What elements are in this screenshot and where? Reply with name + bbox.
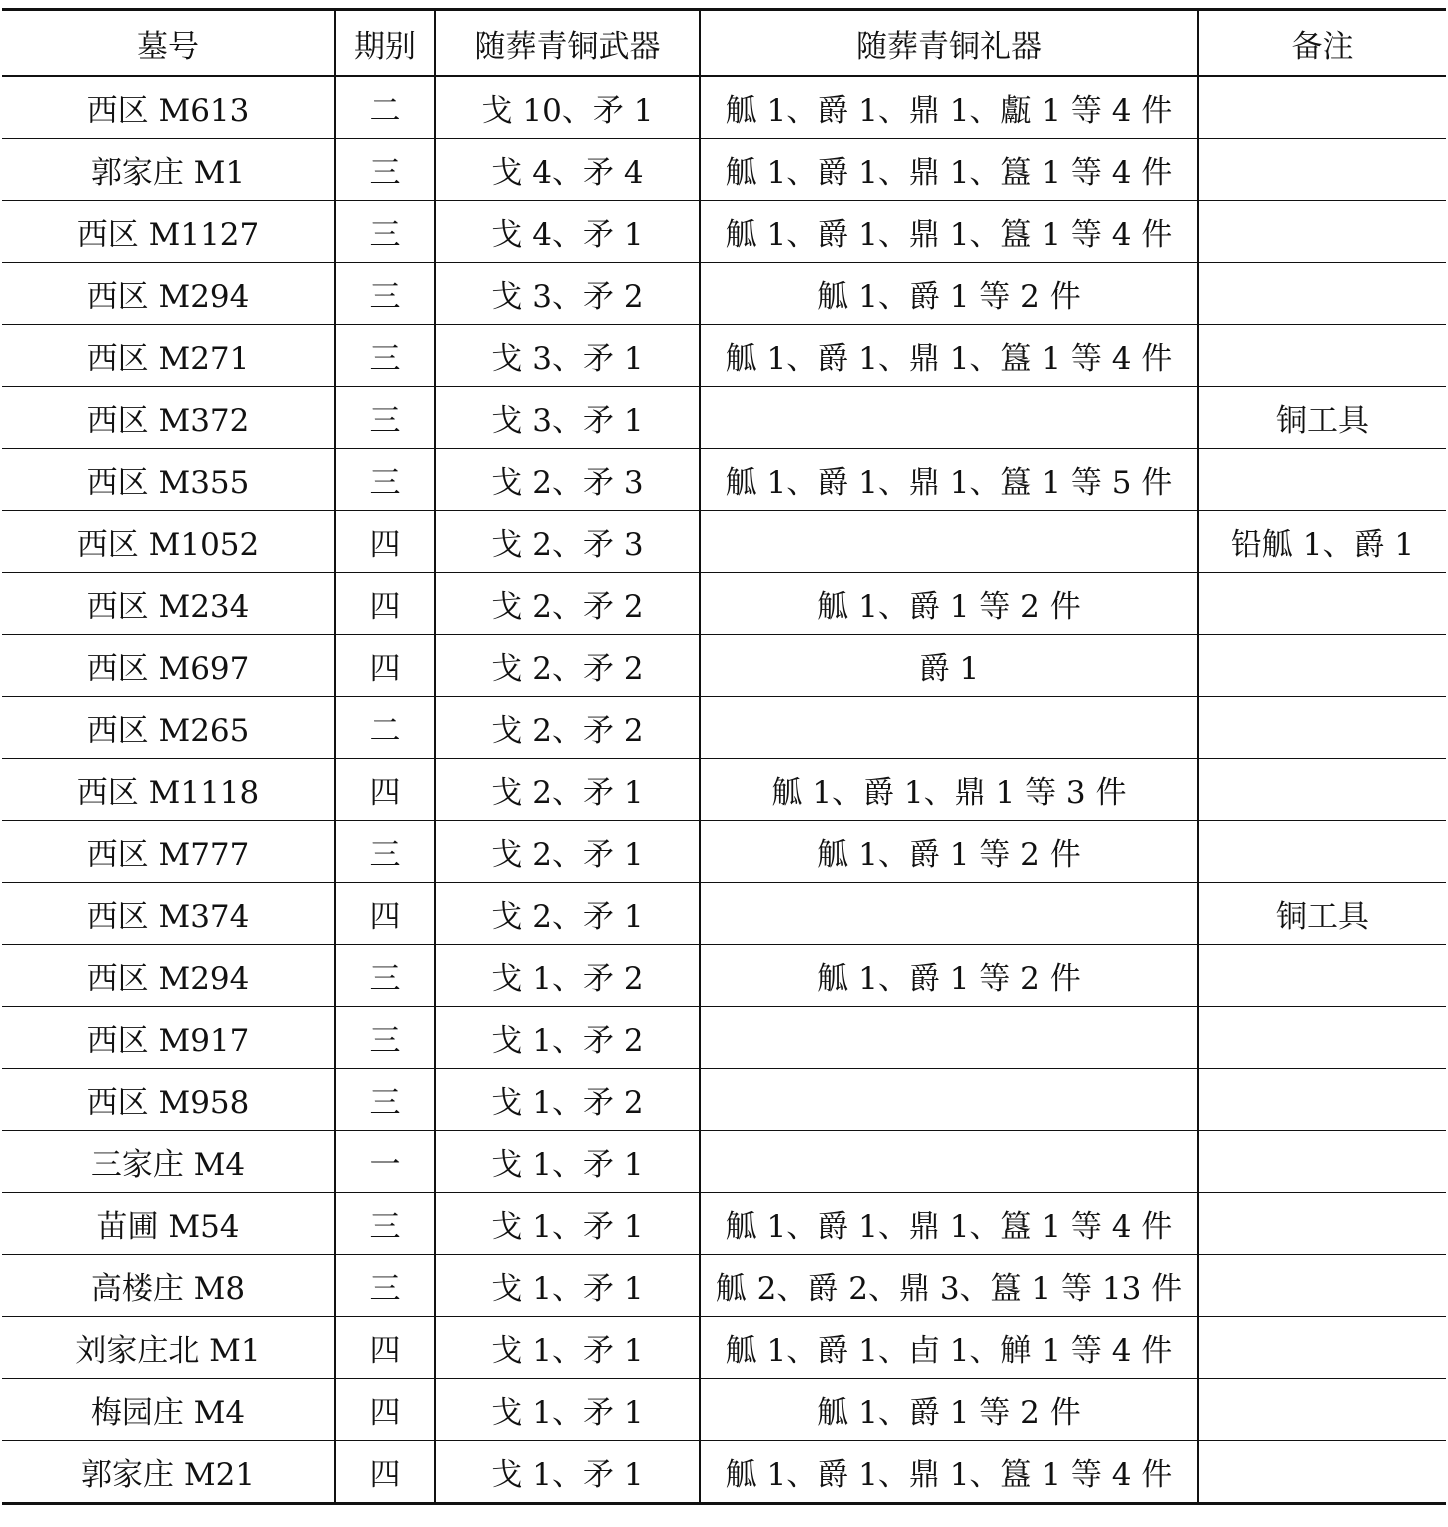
bronze-ritual-vessels-cell: 觚 1、爵 1、鼎 1 等 3 件 bbox=[700, 759, 1198, 821]
remarks-cell bbox=[1198, 1193, 1446, 1255]
table-row bbox=[2, 263, 1446, 325]
period-cell: 一 bbox=[335, 1131, 435, 1193]
period-cell: 三 bbox=[335, 263, 435, 325]
table-row bbox=[2, 1255, 1446, 1317]
tomb-number-cell: 西区 M234 bbox=[2, 573, 335, 635]
tomb-number-cell: 西区 M372 bbox=[2, 387, 335, 449]
bronze-weapons-cell: 戈 3、矛 2 bbox=[435, 263, 700, 325]
period-cell: 四 bbox=[335, 883, 435, 945]
remarks-cell: 铜工具 bbox=[1198, 883, 1446, 945]
bronze-ritual-vessels-cell bbox=[700, 1007, 1198, 1069]
period-cell: 三 bbox=[335, 821, 435, 883]
bronze-weapons-cell: 戈 1、矛 2 bbox=[435, 945, 700, 1007]
period-cell: 二 bbox=[335, 76, 435, 139]
bronze-ritual-vessels-cell: 觚 1、爵 1 等 2 件 bbox=[700, 573, 1198, 635]
period-cell: 四 bbox=[335, 573, 435, 635]
table-row bbox=[2, 573, 1446, 635]
table-row bbox=[2, 1069, 1446, 1131]
remarks-cell bbox=[1198, 139, 1446, 201]
bronze-ritual-vessels-cell bbox=[700, 1131, 1198, 1193]
tomb-number-cell: 西区 M1127 bbox=[2, 201, 335, 263]
header-bronze-weapons: 随葬青铜武器 bbox=[435, 10, 700, 77]
tomb-number-cell: 三家庄 M4 bbox=[2, 1131, 335, 1193]
remarks-cell bbox=[1198, 449, 1446, 511]
bronze-ritual-vessels-cell: 觚 1、爵 1、鼎 1、簋 1 等 4 件 bbox=[700, 1441, 1198, 1504]
table-row bbox=[2, 759, 1446, 821]
bronze-ritual-vessels-cell bbox=[700, 1069, 1198, 1131]
tomb-number-cell: 西区 M294 bbox=[2, 945, 335, 1007]
bronze-weapons-cell: 戈 3、矛 1 bbox=[435, 325, 700, 387]
bronze-ritual-vessels-cell: 觚 1、爵 1、卣 1、觯 1 等 4 件 bbox=[700, 1317, 1198, 1379]
tomb-number-cell: 西区 M697 bbox=[2, 635, 335, 697]
period-cell: 四 bbox=[335, 635, 435, 697]
bronze-ritual-vessels-cell: 觚 1、爵 1、鼎 1、簋 1 等 4 件 bbox=[700, 325, 1198, 387]
remarks-cell bbox=[1198, 1131, 1446, 1193]
header-row bbox=[2, 10, 1446, 77]
tomb-number-cell: 西区 M374 bbox=[2, 883, 335, 945]
period-cell: 二 bbox=[335, 697, 435, 759]
period-cell: 三 bbox=[335, 1255, 435, 1317]
bronze-weapons-cell: 戈 1、矛 1 bbox=[435, 1317, 700, 1379]
remarks-cell bbox=[1198, 1379, 1446, 1441]
header-tomb-number: 墓号 bbox=[2, 10, 335, 77]
remarks-cell bbox=[1198, 697, 1446, 759]
header-period: 期别 bbox=[335, 10, 435, 77]
tomb-number-cell: 西区 M355 bbox=[2, 449, 335, 511]
bronze-ritual-vessels-cell: 觚 1、爵 1 等 2 件 bbox=[700, 945, 1198, 1007]
bronze-weapons-cell: 戈 2、矛 1 bbox=[435, 759, 700, 821]
tomb-number-cell: 西区 M958 bbox=[2, 1069, 335, 1131]
header-remarks: 备注 bbox=[1198, 10, 1446, 77]
bronze-weapons-cell: 戈 2、矛 3 bbox=[435, 511, 700, 573]
remarks-cell bbox=[1198, 76, 1446, 139]
bronze-ritual-vessels-cell bbox=[700, 883, 1198, 945]
bronze-weapons-cell: 戈 2、矛 3 bbox=[435, 449, 700, 511]
remarks-cell bbox=[1198, 1441, 1446, 1504]
bronze-ritual-vessels-cell bbox=[700, 697, 1198, 759]
tomb-number-cell: 西区 M777 bbox=[2, 821, 335, 883]
remarks-cell bbox=[1198, 573, 1446, 635]
header-bronze-ritual-vessels: 随葬青铜礼器 bbox=[700, 10, 1198, 77]
bronze-weapons-cell: 戈 1、矛 1 bbox=[435, 1379, 700, 1441]
period-cell: 三 bbox=[335, 325, 435, 387]
bronze-ritual-vessels-cell: 觚 1、爵 1 等 2 件 bbox=[700, 263, 1198, 325]
bronze-weapons-cell: 戈 1、矛 1 bbox=[435, 1193, 700, 1255]
period-cell: 四 bbox=[335, 759, 435, 821]
table-row bbox=[2, 139, 1446, 201]
bronze-weapons-cell: 戈 1、矛 1 bbox=[435, 1441, 700, 1504]
remarks-cell bbox=[1198, 759, 1446, 821]
remarks-cell: 铜工具 bbox=[1198, 387, 1446, 449]
bronze-ritual-vessels-cell: 觚 1、爵 1、鼎 1、簋 1 等 4 件 bbox=[700, 201, 1198, 263]
tomb-number-cell: 西区 M271 bbox=[2, 325, 335, 387]
table-row bbox=[2, 945, 1446, 1007]
tomb-number-cell: 西区 M294 bbox=[2, 263, 335, 325]
bronze-weapons-cell: 戈 2、矛 2 bbox=[435, 697, 700, 759]
period-cell: 四 bbox=[335, 511, 435, 573]
bronze-ritual-vessels-cell: 觚 1、爵 1、鼎 1、甗 1 等 4 件 bbox=[700, 76, 1198, 139]
bronze-weapons-cell: 戈 4、矛 1 bbox=[435, 201, 700, 263]
bronze-weapons-cell: 戈 1、矛 1 bbox=[435, 1131, 700, 1193]
bronze-weapons-cell: 戈 1、矛 2 bbox=[435, 1007, 700, 1069]
period-cell: 三 bbox=[335, 387, 435, 449]
table-row bbox=[2, 1193, 1446, 1255]
tomb-number-cell: 西区 M613 bbox=[2, 76, 335, 139]
table-row bbox=[2, 201, 1446, 263]
table-row bbox=[2, 883, 1446, 945]
remarks-cell bbox=[1198, 821, 1446, 883]
table-row bbox=[2, 511, 1446, 573]
tomb-number-cell: 西区 M917 bbox=[2, 1007, 335, 1069]
tomb-number-cell: 西区 M1118 bbox=[2, 759, 335, 821]
table-row bbox=[2, 1379, 1446, 1441]
tomb-number-cell: 西区 M1052 bbox=[2, 511, 335, 573]
period-cell: 三 bbox=[335, 1007, 435, 1069]
period-cell: 三 bbox=[335, 201, 435, 263]
tomb-bronze-table bbox=[2, 8, 1446, 1505]
bronze-ritual-vessels-cell bbox=[700, 511, 1198, 573]
table-row bbox=[2, 76, 1446, 139]
tomb-number-cell: 高楼庄 M8 bbox=[2, 1255, 335, 1317]
remarks-cell bbox=[1198, 263, 1446, 325]
bronze-ritual-vessels-cell: 觚 2、爵 2、鼎 3、簋 1 等 13 件 bbox=[700, 1255, 1198, 1317]
remarks-cell bbox=[1198, 1007, 1446, 1069]
table-row bbox=[2, 1131, 1446, 1193]
period-cell: 三 bbox=[335, 1069, 435, 1131]
table-row bbox=[2, 1007, 1446, 1069]
table-row bbox=[2, 449, 1446, 511]
remarks-cell bbox=[1198, 325, 1446, 387]
remarks-cell bbox=[1198, 635, 1446, 697]
period-cell: 四 bbox=[335, 1379, 435, 1441]
bronze-weapons-cell: 戈 10、矛 1 bbox=[435, 76, 700, 139]
remarks-cell bbox=[1198, 201, 1446, 263]
table-row bbox=[2, 1317, 1446, 1379]
period-cell: 三 bbox=[335, 139, 435, 201]
table-body bbox=[2, 76, 1446, 1504]
bronze-ritual-vessels-cell: 觚 1、爵 1、鼎 1、簋 1 等 4 件 bbox=[700, 139, 1198, 201]
table-row bbox=[2, 635, 1446, 697]
bronze-ritual-vessels-cell: 觚 1、爵 1、鼎 1、簋 1 等 5 件 bbox=[700, 449, 1198, 511]
bronze-weapons-cell: 戈 4、矛 4 bbox=[435, 139, 700, 201]
bronze-weapons-cell: 戈 1、矛 1 bbox=[435, 1255, 700, 1317]
period-cell: 三 bbox=[335, 449, 435, 511]
remarks-cell bbox=[1198, 1255, 1446, 1317]
bronze-weapons-cell: 戈 2、矛 2 bbox=[435, 573, 700, 635]
table-row bbox=[2, 387, 1446, 449]
bronze-weapons-cell: 戈 2、矛 1 bbox=[435, 883, 700, 945]
remarks-cell bbox=[1198, 1069, 1446, 1131]
period-cell: 四 bbox=[335, 1441, 435, 1504]
bronze-ritual-vessels-cell: 爵 1 bbox=[700, 635, 1198, 697]
remarks-cell bbox=[1198, 945, 1446, 1007]
tomb-number-cell: 刘家庄北 M1 bbox=[2, 1317, 335, 1379]
table-row bbox=[2, 697, 1446, 759]
table-row bbox=[2, 325, 1446, 387]
bronze-weapons-cell: 戈 1、矛 2 bbox=[435, 1069, 700, 1131]
period-cell: 三 bbox=[335, 1193, 435, 1255]
table-row bbox=[2, 1441, 1446, 1504]
tomb-number-cell: 苗圃 M54 bbox=[2, 1193, 335, 1255]
remarks-cell bbox=[1198, 1317, 1446, 1379]
period-cell: 三 bbox=[335, 945, 435, 1007]
table-row bbox=[2, 821, 1446, 883]
period-cell: 四 bbox=[335, 1317, 435, 1379]
bronze-ritual-vessels-cell bbox=[700, 387, 1198, 449]
bronze-weapons-cell: 戈 2、矛 2 bbox=[435, 635, 700, 697]
tomb-number-cell: 梅园庄 M4 bbox=[2, 1379, 335, 1441]
bronze-ritual-vessels-cell: 觚 1、爵 1 等 2 件 bbox=[700, 1379, 1198, 1441]
remarks-cell: 铅觚 1、爵 1 bbox=[1198, 511, 1446, 573]
bronze-ritual-vessels-cell: 觚 1、爵 1、鼎 1、簋 1 等 4 件 bbox=[700, 1193, 1198, 1255]
bronze-weapons-cell: 戈 3、矛 1 bbox=[435, 387, 700, 449]
tomb-number-cell: 郭家庄 M1 bbox=[2, 139, 335, 201]
bronze-ritual-vessels-cell: 觚 1、爵 1 等 2 件 bbox=[700, 821, 1198, 883]
bronze-weapons-cell: 戈 2、矛 1 bbox=[435, 821, 700, 883]
tomb-number-cell: 郭家庄 M21 bbox=[2, 1441, 335, 1504]
tomb-number-cell: 西区 M265 bbox=[2, 697, 335, 759]
